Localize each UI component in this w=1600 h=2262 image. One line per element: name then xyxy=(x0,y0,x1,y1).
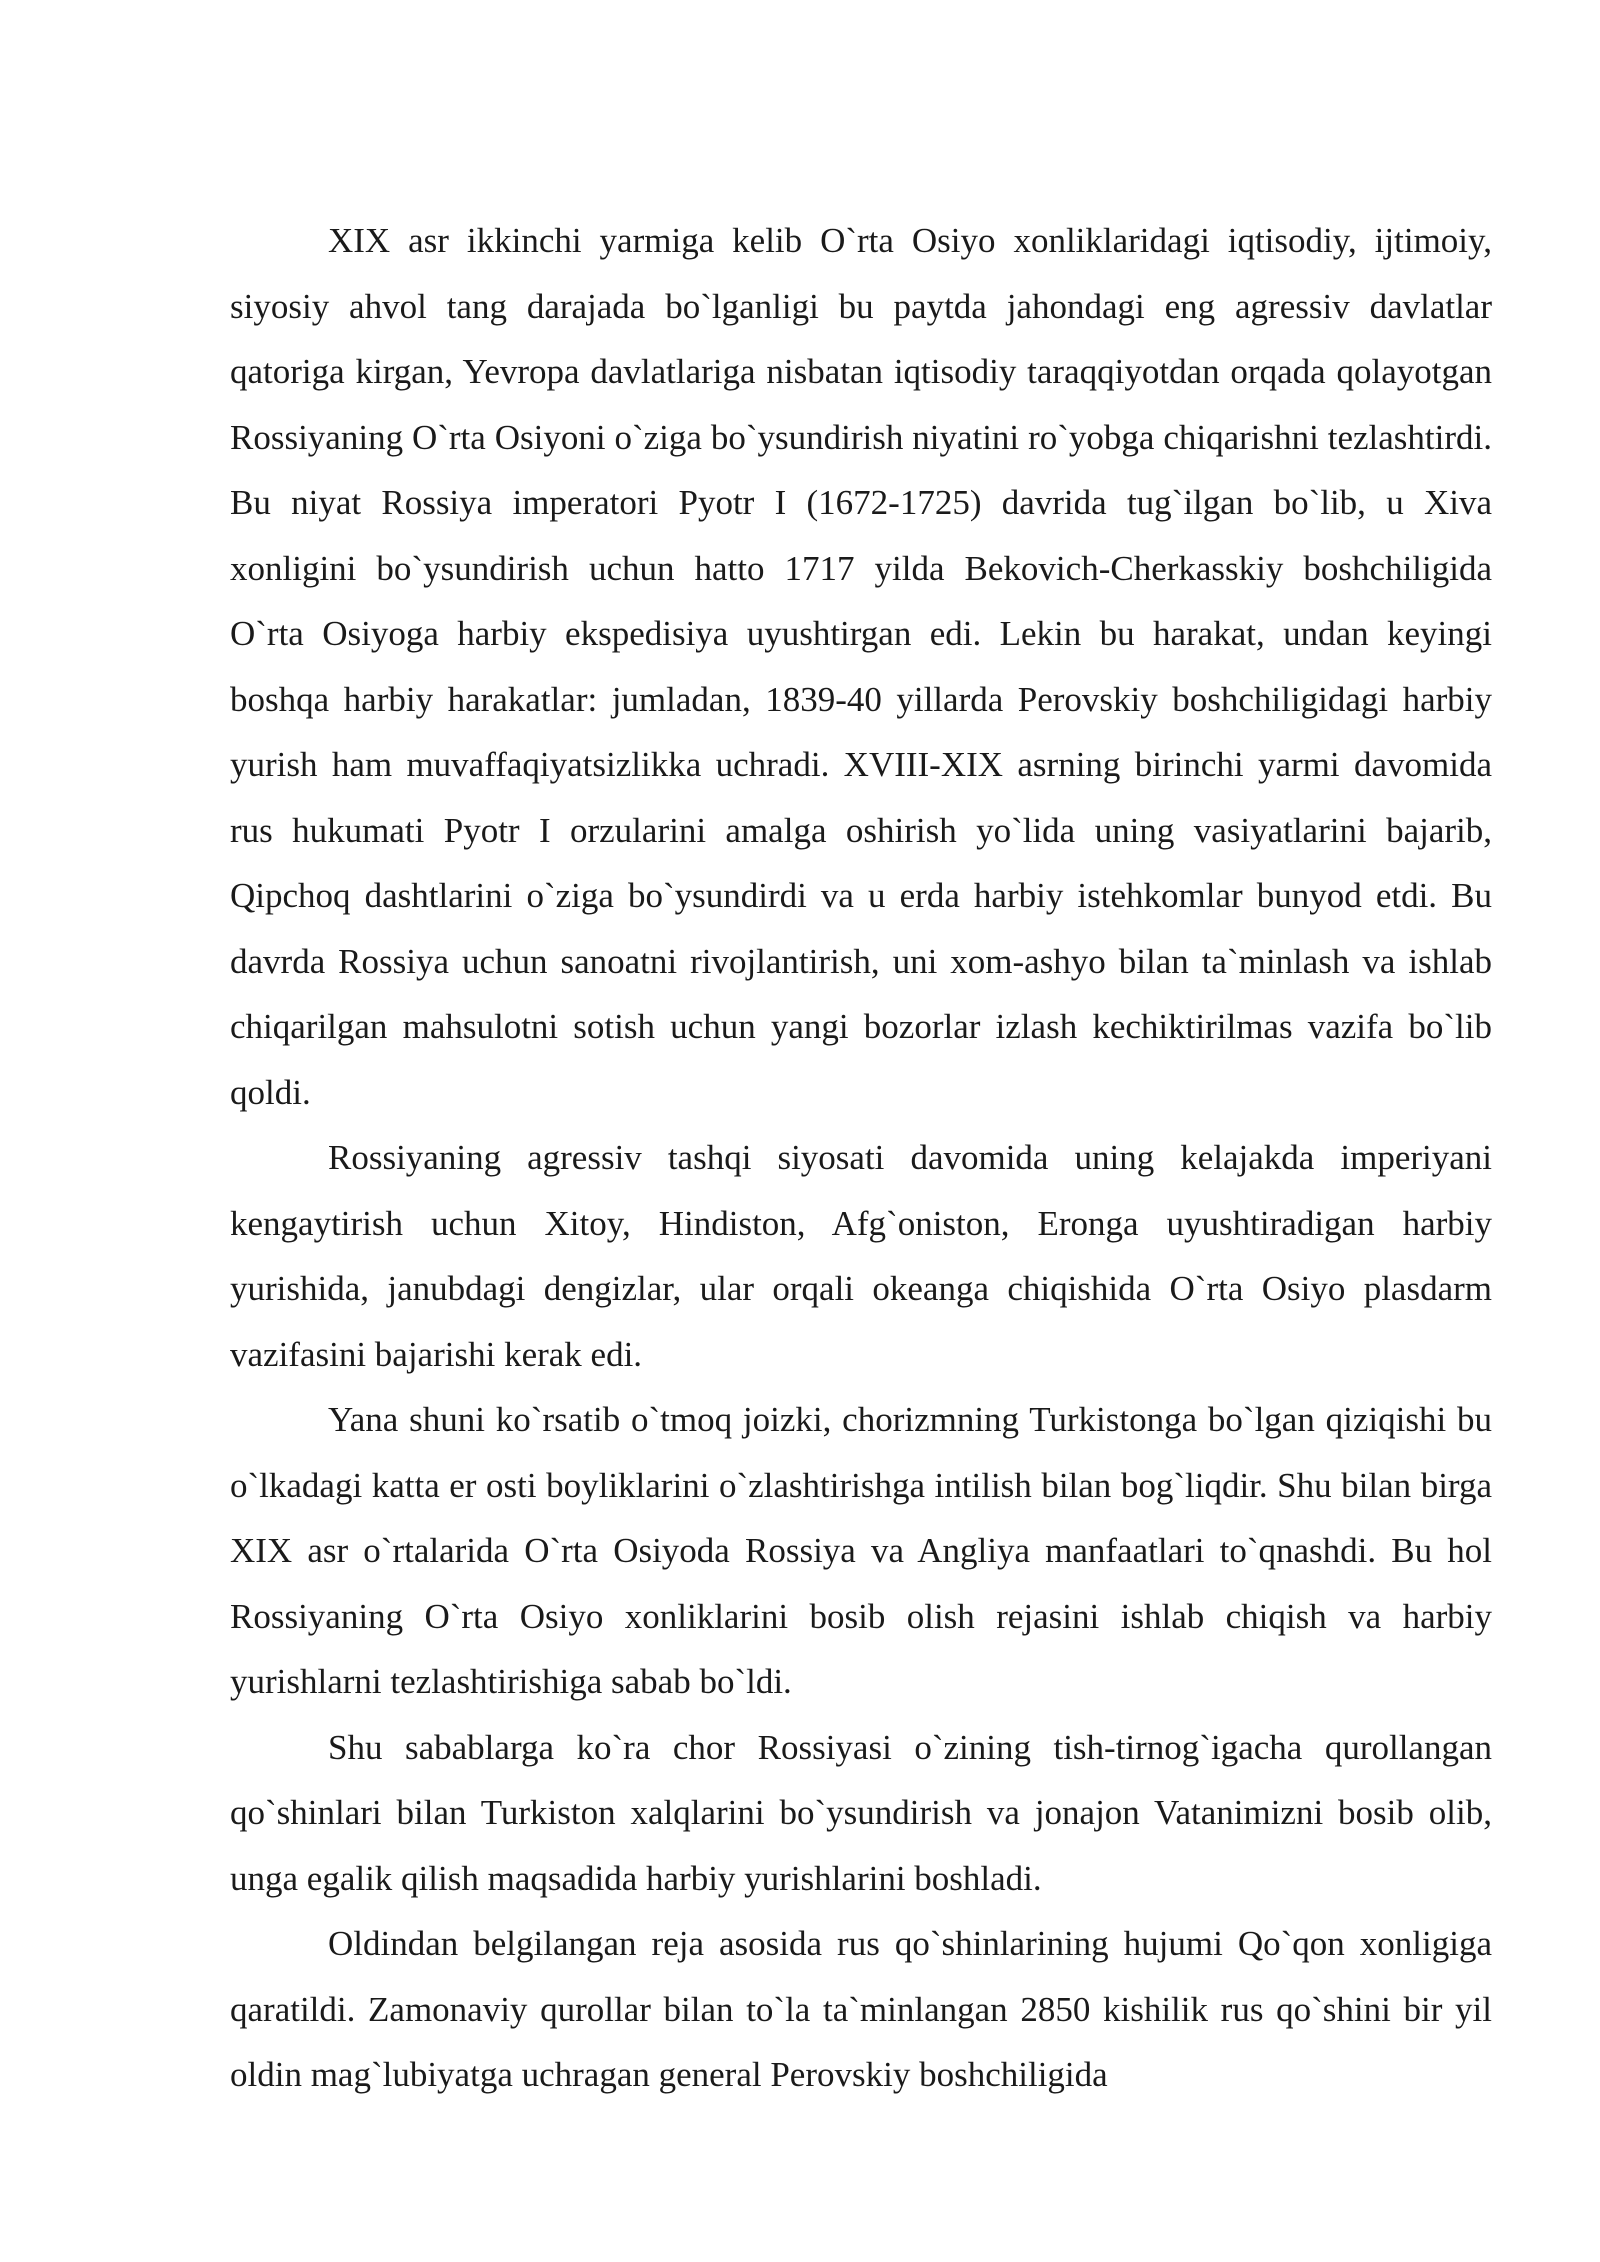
paragraph-5: Oldindan belgilangan reja asosida rus qo`shinlarining hujumi Qo`qon xonligiga qaratildi. Zamonaviy qurollar bilan to`la ta`minlangan 2850 kishilik rus qo`shini bir yil oldin mag`lubiyatga uchragan general Perovskiy boshchiligida xyxy=(230,1924,1492,2094)
paragraph-1: XIX asr ikkinchi yarmiga kelib O`rta Osiyo xonliklaridagi iqtisodiy, ijtimoiy, siyosiy ahvol tang darajada bo`lganligi bu paytda jahondagi eng agressiv davlatlar qatoriga kirgan, Yevropa davlatlariga nisbatan iqtisodiy taraqqiyotdan orqada qolayotgan Rossiyaning O`rta Osiyoni o`ziga bo`ysundirish niyatini ro`yobga chiqarishni tezlashtirdi. Bu niyat Rossiya imperatori Pyotr I (1672-1725) davrida tug`ilgan bo`lib, u Xiva xonligini bo`ysundirish uchun hatto 1717 yilda Bekovich-Cherkasskiy boshchiligida O`rta Osiyoga harbiy ekspedisiya uyushtirgan edi. Lekin bu harakat, undan keyingi boshqa harbiy harakatlar: jumladan, 1839-40 yillarda Perovskiy boshchiligidagi harbiy yurish ham muvaffaqiyatsizlikka uchradi. XVIII-XIX asrning birinchi yarmi davomida rus hukumati Pyotr I orzularini amalga oshirish yo`lida uning vasiyatlarini bajarib, Qipchoq dashtlarini o`ziga bo`ysundirdi va u erda harbiy istehkomlar bunyod etdi. Bu davrda Rossiya uchun sanoatni rivojlantirish, uni xom-ashyo bilan ta`minlash va ishlab chiqarilgan mahsulotni sotish uchun yangi bozorlar izlash kechiktirilmas vazifa bo`lib qoldi. xyxy=(230,221,1492,1112)
paragraph-3: Yana shuni ko`rsatib o`tmoq joizki, chorizmning Turkistonga bo`lgan qiziqishi bu o`lkadagi katta er osti boyliklarini o`zlashtirishga intilish bilan bog`liqdir. Shu bilan birga XIX asr o`rtalarida O`rta Osiyoda Rossiya va Angliya manfaatlari to`qnashdi. Bu hol Rossiyaning O`rta Osiyo xonliklarini bosib olish rejasini ishlab chiqish va harbiy yurishlarni tezlashtirishiga sabab bo`ldi. xyxy=(230,1400,1492,1701)
document-page xyxy=(230,208,1492,2108)
paragraph-2: Rossiyaning agressiv tashqi siyosati davomida uning kelajakda imperiyani kengaytirish uchun Xitoy, Hindiston, Afg`oniston, Eronga uyushtiradigan harbiy yurishida, janubdagi dengizlar, ular orqali okeanga chiqishida O`rta Osiyo plasdarm vazifasini bajarishi kerak edi. xyxy=(230,1138,1492,1374)
paragraph-4: Shu sabablarga ko`ra chor Rossiyasi o`zining tish-tirnog`igacha qurollangan qo`shinlari bilan Turkiston xalqlarini bo`ysundirish va jonajon Vatanimizni bosib olib, unga egalik qilish maqsadida harbiy yurishlarini boshladi. xyxy=(230,1727,1492,1898)
